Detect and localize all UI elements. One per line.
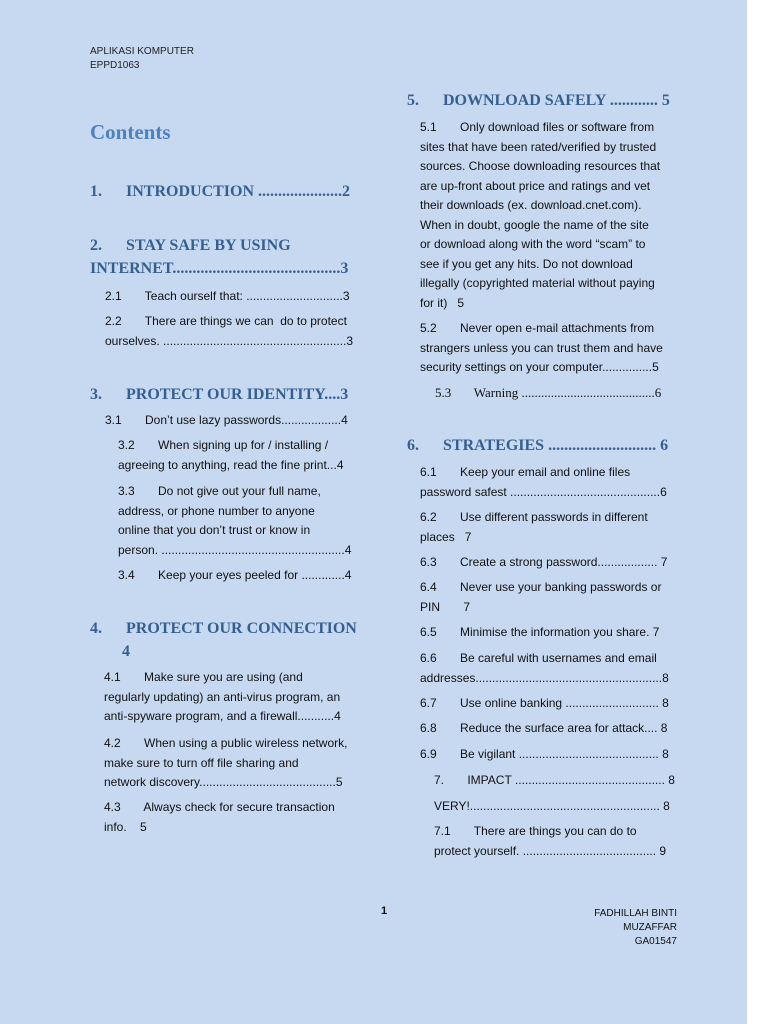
toc-item-3-3[interactable]: 3.3 Do not give out your full name, address, or phone number to anyone online that you don’t trust or know in person. .......................................................4 bbox=[118, 484, 352, 557]
toc-heading-stay-safe[interactable]: 2. STAY SAFE BY USING INTERNET..........................................3 bbox=[90, 237, 349, 277]
toc-item-6-5[interactable]: 6.5 Minimise the information you share. 7 bbox=[420, 625, 660, 639]
toc-item-4-2[interactable]: 4.2 When using a public wireless network, make sure to turn off file sharing and network discovery.........................................5 bbox=[104, 736, 348, 789]
toc-item-5-1[interactable]: 5.1 Only download files or software from sites that have been rated/verified by trusted sources. Choose downloading resources that are up-front about price and ratings and vet their downloads (ex. download.cnet.com). When in doubt, google the name of the site or download along with the word “scam” to see if you get any hits. Do not download illegally (copyrighted material without paying for it) 5 bbox=[420, 120, 661, 310]
toc-heading-protect-connection[interactable]: 4. PROTECT OUR CONNECTION 4 bbox=[90, 620, 357, 660]
toc-heading-strategies[interactable]: 6. STRATEGIES ........................... 6 bbox=[407, 437, 669, 454]
toc-heading-introduction[interactable]: 1. INTRODUCTION .....................2 bbox=[90, 183, 351, 200]
toc-item-6-4[interactable]: 6.4 Never use your banking passwords or PIN 7 bbox=[420, 580, 662, 614]
course-code: EPPD1063 bbox=[90, 60, 140, 71]
toc-item-very[interactable]: VERY!......................................................... 8 bbox=[434, 799, 670, 813]
toc-title: Contents bbox=[90, 120, 171, 144]
toc-item-6-2[interactable]: 6.2 Use different passwords in different places 7 bbox=[420, 510, 648, 544]
toc-item-6-7[interactable]: 6.7 Use online banking ............................ 8 bbox=[420, 696, 669, 710]
toc-item-3-2[interactable]: 3.2 When signing up for / installing / agreeing to anything, read the fine print...4 bbox=[118, 438, 344, 472]
toc-heading-download-safely[interactable]: 5. DOWNLOAD SAFELY ............ 5 bbox=[407, 92, 670, 109]
toc-item-2-1[interactable]: 2.1 Teach ourself that: .............................3 bbox=[105, 289, 350, 303]
toc-item-3-1[interactable]: 3.1 Don’t use lazy passwords..................4 bbox=[105, 413, 348, 427]
toc-item-5-3[interactable]: 5.3 Warning .........................................6 bbox=[435, 385, 662, 400]
author-id: GA01547 bbox=[634, 936, 677, 947]
toc-item-3-4[interactable]: 3.4 Keep your eyes peeled for .............4 bbox=[118, 568, 352, 582]
toc-item-4-3[interactable]: 4.3 Always check for secure transaction info. 5 bbox=[104, 800, 335, 834]
toc-item-6-8[interactable]: 6.8 Reduce the surface area for attack.... 8 bbox=[420, 721, 668, 735]
page-number: 1 bbox=[381, 905, 388, 917]
course-name: APLIKASI KOMPUTER bbox=[90, 46, 194, 57]
toc-heading-protect-identity[interactable]: 3. PROTECT OUR IDENTITY....3 bbox=[90, 386, 349, 403]
toc-item-6-9[interactable]: 6.9 Be vigilant .......................................... 8 bbox=[420, 747, 669, 761]
toc-item-6-1[interactable]: 6.1 Keep your email and online files password safest .............................................6 bbox=[420, 465, 667, 499]
toc-item-7-impact[interactable]: 7. IMPACT ............................................. 8 bbox=[434, 773, 675, 787]
toc-item-7-1[interactable]: 7.1 There are things you can do to protect yourself. ........................................ 9 bbox=[434, 824, 667, 858]
toc-item-6-6[interactable]: 6.6 Be careful with usernames and email addresses........................................................8 bbox=[420, 651, 669, 685]
footer-author bbox=[545, 907, 677, 949]
page-edge bbox=[747, 0, 768, 1024]
page-header bbox=[90, 45, 194, 73]
toc-item-2-2[interactable]: 2.2 There are things we can do to protect ourselves. .......................................................3 bbox=[105, 314, 354, 348]
author-name: FADHILLAH BINTI MUZAFFAR bbox=[594, 908, 677, 933]
toc-item-6-3[interactable]: 6.3 Create a strong password.................. 7 bbox=[420, 555, 668, 569]
toc-item-4-1[interactable]: 4.1 Make sure you are using (and regularly updating) an anti-virus program, an anti-spyware program, and a firewall...........4 bbox=[104, 670, 341, 723]
toc-item-5-2[interactable]: 5.2 Never open e-mail attachments from strangers unless you can trust them and have security settings on your computer...............5 bbox=[420, 321, 663, 374]
